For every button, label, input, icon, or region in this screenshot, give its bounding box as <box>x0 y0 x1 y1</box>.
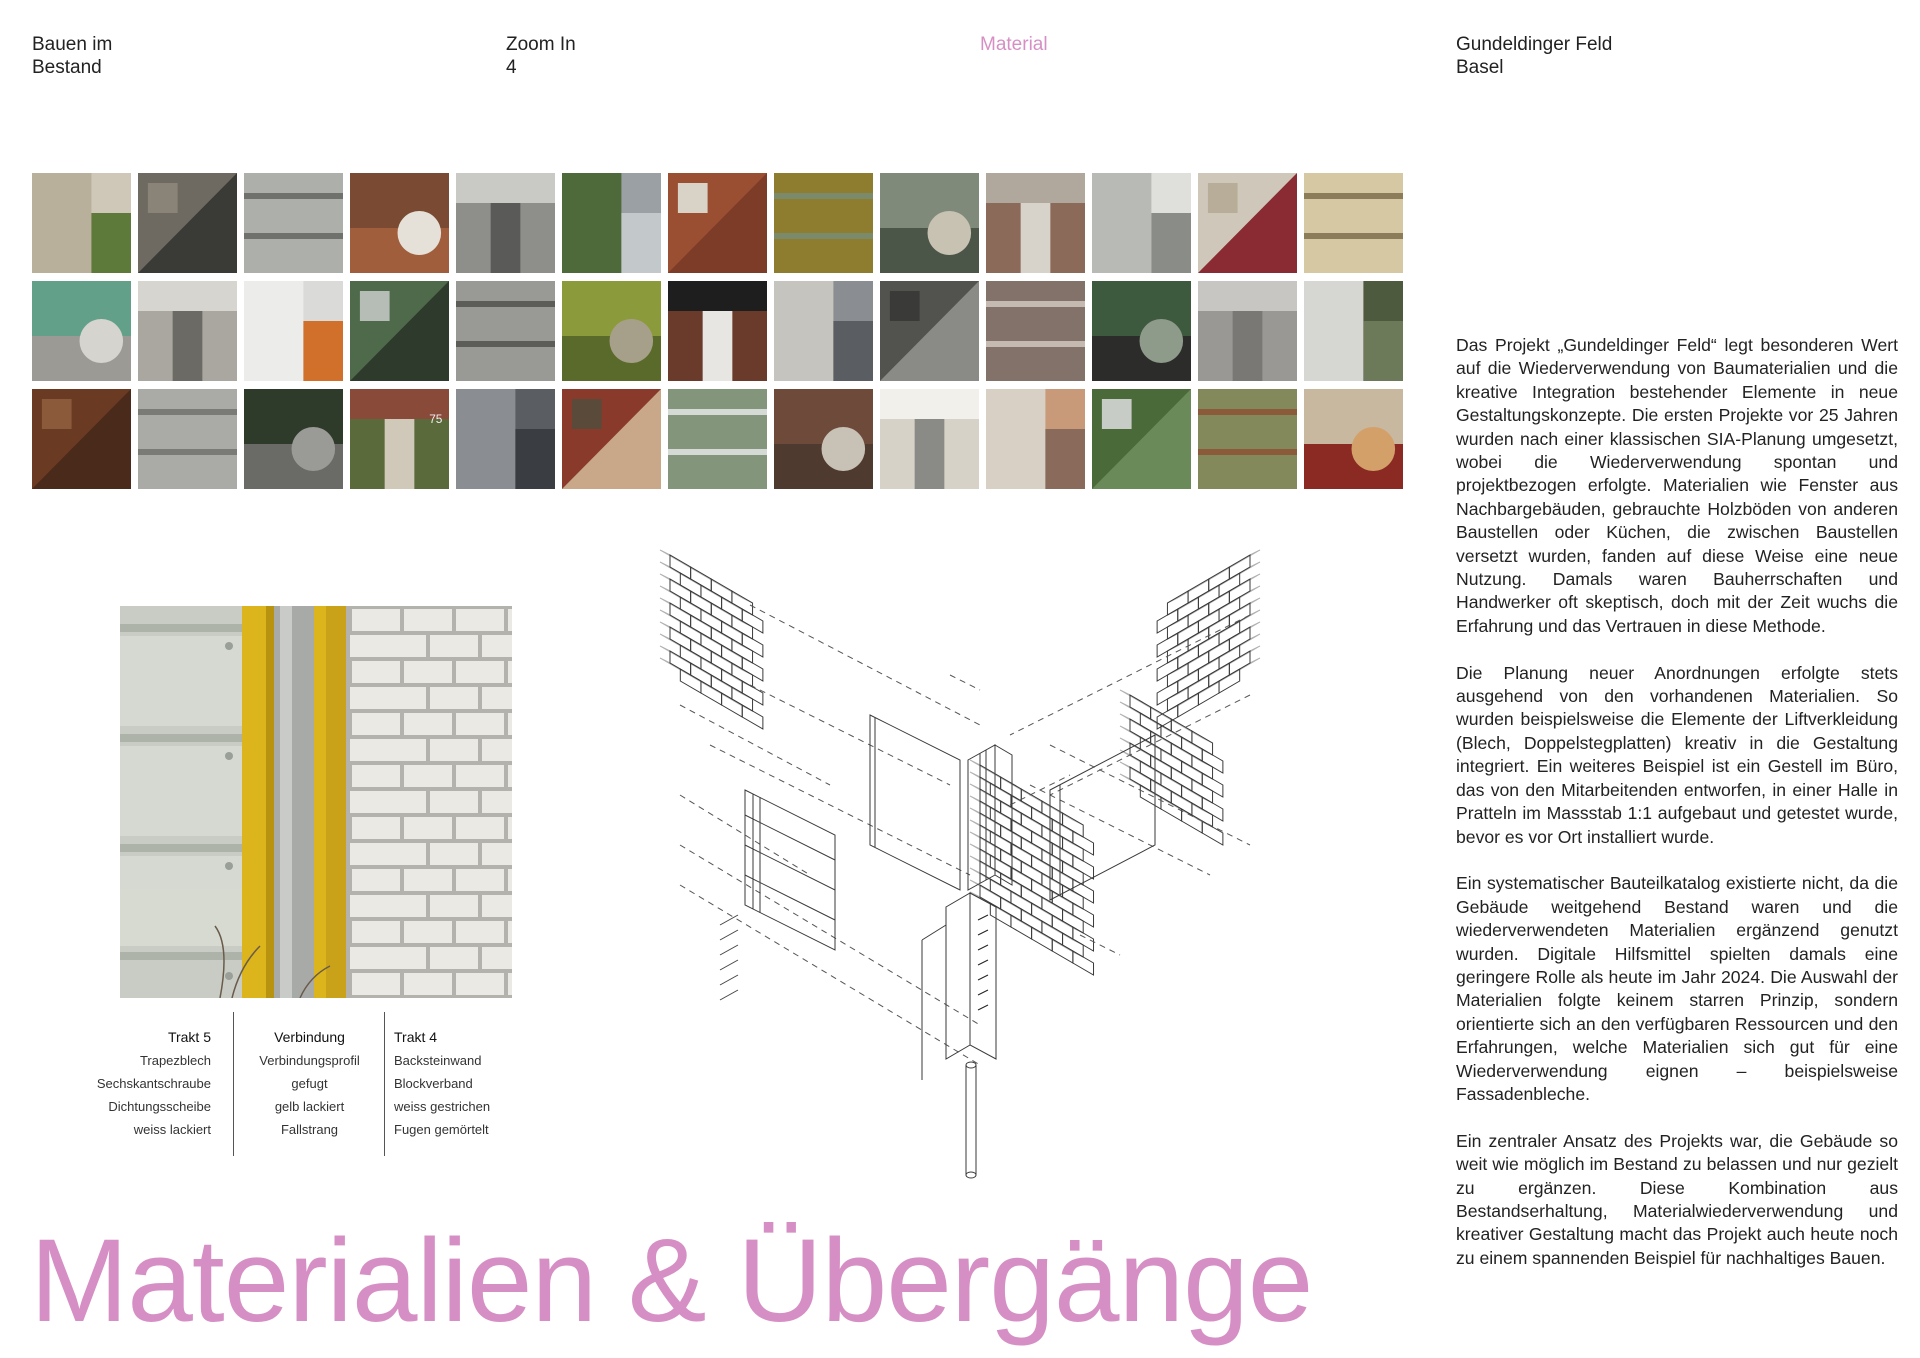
material-photo-tile <box>244 173 343 273</box>
connection-profile <box>922 745 1012 1080</box>
material-photo-tile <box>350 389 449 489</box>
legend-item: weiss gestrichen <box>394 1099 491 1114</box>
material-photo-tile <box>774 281 873 381</box>
legend-item: Backsteinwand <box>394 1053 482 1068</box>
material-photo-tile <box>562 173 661 273</box>
material-photo-tile <box>562 281 661 381</box>
material-photo-tile <box>986 173 1085 273</box>
legend-item: weiss lackiert <box>133 1122 211 1137</box>
material-photo-tile <box>138 389 237 489</box>
header-chapter: Zoom In 4 <box>506 34 576 78</box>
legend-item: gefugt <box>291 1076 328 1091</box>
material-photo-tile <box>562 389 661 489</box>
legend-item: Trapezblech <box>139 1053 211 1068</box>
brick-wall-right <box>1157 550 1260 729</box>
header-series: Bauen im Bestand <box>32 34 113 78</box>
legend-verbindung <box>240 1026 379 1141</box>
material-photo-tile <box>244 389 343 489</box>
legend-heading: Verbindung <box>274 1029 345 1045</box>
brick-wall-left <box>660 550 763 729</box>
legend-item: Verbindungsprofil <box>259 1053 360 1068</box>
material-photo-tile <box>32 281 131 381</box>
legend-divider <box>233 1012 234 1156</box>
legend-trakt-5 <box>60 1026 211 1141</box>
header-location: Gundeldinger Feld Basel <box>1456 34 1613 78</box>
material-photo-tile <box>668 389 767 489</box>
material-photo-tile <box>350 173 449 273</box>
material-photo-grid <box>32 173 1402 489</box>
body-text <box>1456 334 1898 1294</box>
material-photo-tile <box>1092 173 1191 273</box>
header-section: Material <box>980 34 1048 55</box>
downpipe <box>966 1062 976 1178</box>
legend-item: Blockverband <box>394 1076 473 1091</box>
legend-trakt-4 <box>394 1026 534 1141</box>
material-photo-tile <box>1092 281 1191 381</box>
material-photo-tile <box>350 281 449 381</box>
legend-item: Fugen gemörtelt <box>394 1122 489 1137</box>
body-paragraph: Ein systematischer Bauteilkatalog existierte nicht, da die Gebäude weitgehend Bestand waren und die wiederverwendeten Materialien ergänzend genutzt wurden. Digitale Hilfsmittel spielten damals eine geringere Rolle als heute im Jahr 2024. Die Auswahl der Materialien folgte keinem starren Prinzip, sondern orientierte sich an den verfügbaren Ressourcen und den Erfahrungen, welche Materialien sich gut für eine Wiederverwendung eignen – beispielsweise Fassadenbleche. <box>1456 873 1898 1104</box>
legend-item: Fallstrang <box>280 1122 339 1137</box>
material-photo-tile <box>244 281 343 381</box>
material-photo-tile <box>774 173 873 273</box>
brick-wall-center <box>970 690 1223 975</box>
page-title: Materialien & Übergänge <box>30 1215 1313 1347</box>
material-photo-tile <box>1304 389 1403 489</box>
material-photo-tile <box>668 281 767 381</box>
material-photo-tile <box>32 173 131 273</box>
material-photo-tile <box>986 281 1085 381</box>
material-photo-tile <box>456 389 555 489</box>
material-photo-tile <box>32 389 131 489</box>
legend-item: gelb lackiert <box>274 1099 345 1114</box>
legend-item: Sechskantschraube <box>96 1076 211 1091</box>
body-paragraph: Ein zentraler Ansatz des Projekts war, die Gebäude so weit wie möglich im Bestand zu belassen und nur gezielt zu ergänzen. Diese Kombination aus Bestandserhaltung, Materialwiederverwendung und kreativer Gestaltung macht das Projekt auch heute noch zu einem spannenden Beispiel für nachhaltiges Bauen. <box>1456 1130 1898 1268</box>
material-photo-tile <box>456 173 555 273</box>
legend-divider <box>384 1012 385 1156</box>
material-photo-tile <box>1198 173 1297 273</box>
material-photo-tile <box>456 281 555 381</box>
material-photo-tile <box>1304 173 1403 273</box>
isometric-exploded-drawing <box>650 545 1350 1185</box>
material-photo-tile <box>774 389 873 489</box>
legend-heading: Trakt 5 <box>167 1029 211 1045</box>
material-photo-tile <box>138 281 237 381</box>
material-photo-tile <box>880 389 979 489</box>
material-photo-tile <box>1304 281 1403 381</box>
material-photo-tile <box>986 389 1085 489</box>
trapezoidal-sheet <box>745 790 835 950</box>
material-photo-tile <box>880 173 979 273</box>
material-photo-tile <box>138 173 237 273</box>
material-photo-tile <box>1198 281 1297 381</box>
material-photo-tile <box>668 173 767 273</box>
body-paragraph: Das Projekt „Gundeldinger Feld“ legt besonderen Wert auf die Wiederverwendung von Baumaterialien und die kreative Integration bestehender Elemente in neue Gestaltungskonzepte. Die ersten Projekte vor 25 Jahren wurden nach einer klassischen SIA-Planung umgesetzt, wobei die Wiederverwendung spontan und projektbezogen erfolgte. Materialien wie Fenster aus Nachbargebäuden, gebrauchte Holzböden von anderen Baustellen oder Küchen, die zwischen Baustellen versetzt wurden, fanden auf diese Weise eine neue Nutzung. Damals waren Bauherrschaften und Handwerker oft skeptisch, doch mit der Zeit wuchs die Erfahrung und das Vertrauen in diese Methode. <box>1456 335 1898 636</box>
detail-photo <box>120 606 512 998</box>
material-photo-tile <box>880 281 979 381</box>
material-photo-tile <box>1092 389 1191 489</box>
legend-heading: Trakt 4 <box>394 1029 438 1045</box>
body-paragraph: Die Planung neuer Anordnungen erfolgte stets ausgehend von den vorhandenen Materialien. So wurden beispielsweise die Elemente der Liftverkleidung (Blech, Doppelstegplatten) kreativ in die Gestaltung integriert. Ein weiteres Beispiel ist ein Gestell im Büro, das von den Mitarbeitenden entworfen, in einer Halle in Pratteln im Massstab 1:1 aufgebaut und getestet wurde, bevor es vor Ort installiert wurde. <box>1456 662 1898 847</box>
legend-item: Dichtungsscheibe <box>108 1099 211 1114</box>
tile-numeral: 75 <box>429 411 443 427</box>
material-photo-tile <box>1198 389 1297 489</box>
